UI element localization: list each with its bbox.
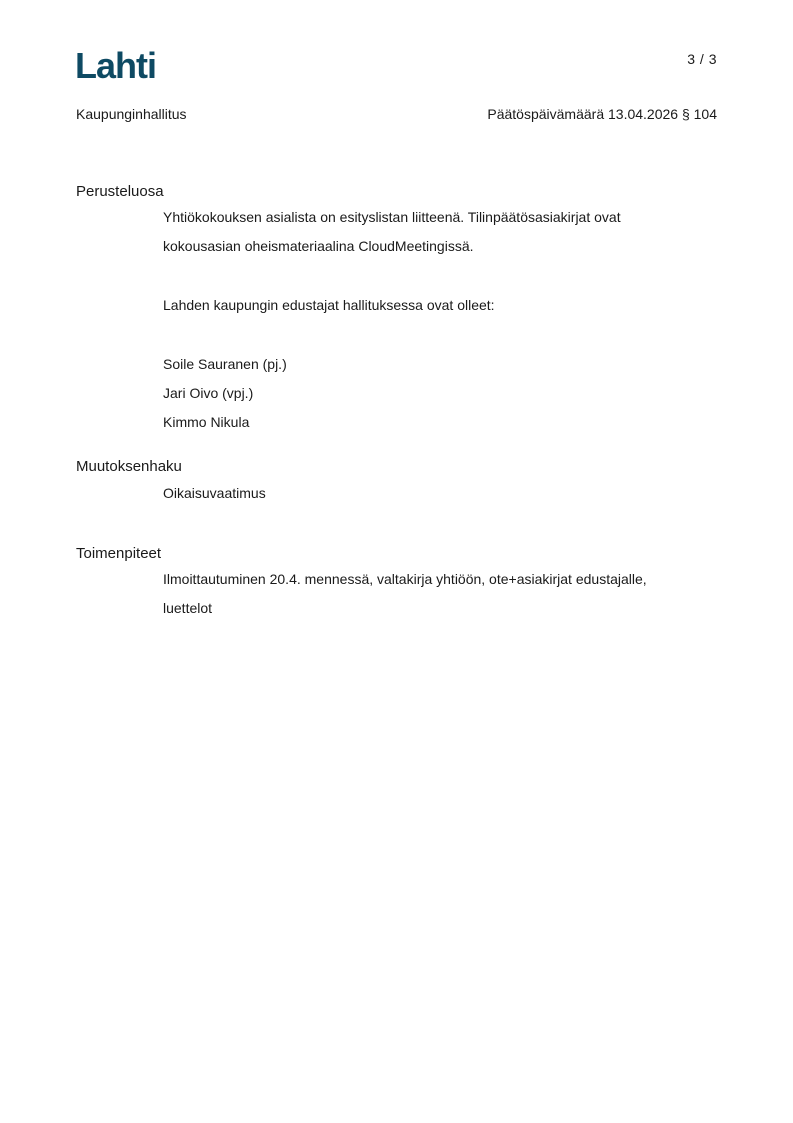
section-title-toimenpiteet: Toimenpiteet xyxy=(76,545,162,562)
perusteluosa-text-line: Yhtiökokouksen asialista on esityslistan liitteenä. Tilinpäätösasiakirjat ovat xyxy=(163,209,621,225)
toimenpiteet-text-line: luettelot xyxy=(163,600,213,616)
perusteluosa-text-line: kokousasian oheismateriaalina CloudMeetingissä. xyxy=(163,238,474,254)
section-title-perusteluosa: Perusteluosa xyxy=(76,183,164,200)
lahti-logo xyxy=(75,47,167,83)
page-number: 3 / 3 xyxy=(687,51,717,67)
lahti-logo-mark xyxy=(75,47,167,83)
svg-text:Lahti: Lahti xyxy=(75,47,156,83)
muutoksenhaku-text-line: Oikaisuvaatimus xyxy=(163,485,266,501)
toimenpiteet-text-line: Ilmoittautuminen 20.4. mennessä, valtakirja yhtiöön, ote+asiakirjat edustajalle, xyxy=(163,571,647,587)
decision-reference: Päätöspäivämäärä 13.04.2026 § 104 xyxy=(487,106,717,122)
section-title-muutoksenhaku: Muutoksenhaku xyxy=(76,458,182,475)
organ-name: Kaupunginhallitus xyxy=(76,106,187,122)
perusteluosa-text-line: Lahden kaupungin edustajat hallituksessa ovat olleet: xyxy=(163,297,495,313)
board-member: Soile Sauranen (pj.) xyxy=(163,356,287,372)
board-member: Kimmo Nikula xyxy=(163,414,250,430)
board-member: Jari Oivo (vpj.) xyxy=(163,385,254,401)
